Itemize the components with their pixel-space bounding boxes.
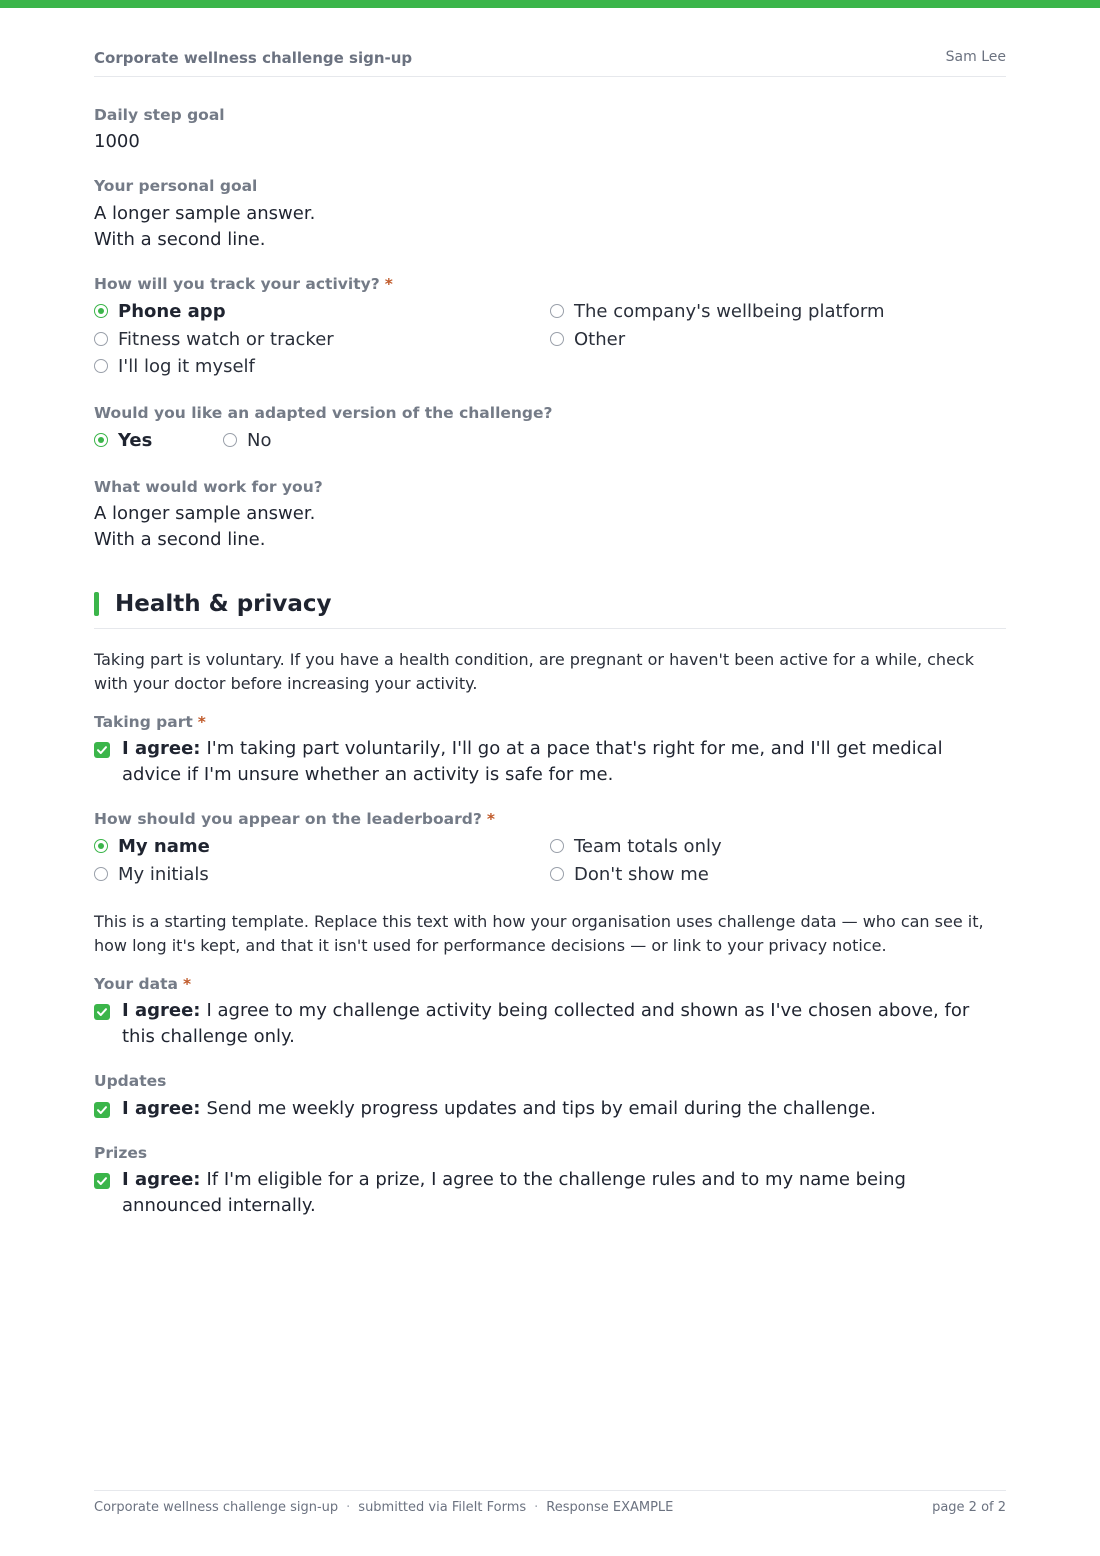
option-label: Other	[574, 328, 626, 350]
footer-info	[94, 1500, 673, 1515]
taking-part-agreement[interactable]	[94, 736, 1006, 788]
prizes-agreement[interactable]	[94, 1167, 1006, 1219]
section-heading-health-privacy	[94, 590, 1006, 629]
tracking-option-wellbeing-platform[interactable]	[550, 299, 885, 323]
personal-goal-line-1: A longer sample answer.	[94, 203, 316, 224]
respondent-name: Sam Lee	[945, 49, 1006, 65]
what-works-line-2: With a second line.	[94, 529, 266, 550]
radio-selected-icon	[94, 304, 108, 318]
page-number: page 2 of 2	[932, 1500, 1006, 1515]
checkbox-checked-icon	[94, 1004, 110, 1020]
agree-text: I agree to my challenge activity being collected and shown as I've chosen above, for this challenge only.	[122, 1000, 970, 1047]
personal-goal-label: Your personal goal	[94, 177, 258, 195]
updates-label: Updates	[94, 1072, 167, 1090]
radio-icon	[223, 433, 237, 447]
prizes-label: Prizes	[94, 1144, 148, 1162]
radio-selected-icon	[94, 433, 108, 447]
what-works-line-1: A longer sample answer.	[94, 503, 316, 524]
your-data-label-text: Your data	[94, 975, 178, 993]
tracking-option-other[interactable]	[550, 327, 625, 351]
agree-label: I agree:	[122, 1000, 201, 1021]
leaderboard-option-dont-show[interactable]	[550, 862, 709, 886]
radio-icon	[550, 839, 564, 853]
leaderboard-option-initials[interactable]	[94, 862, 209, 886]
agree-label: I agree:	[122, 738, 201, 759]
footer-submitted: submitted via FileIt Forms	[358, 1500, 527, 1515]
page-footer	[94, 1490, 1006, 1521]
adapted-option-no[interactable]	[223, 428, 271, 452]
radio-selected-icon	[94, 839, 108, 853]
tracking-label	[94, 275, 393, 293]
agree-label: I agree:	[122, 1169, 201, 1190]
option-label: Don't show me	[574, 863, 709, 885]
footer-response: Response EXAMPLE	[546, 1500, 674, 1515]
required-marker: *	[197, 713, 206, 731]
leaderboard-option-my-name[interactable]	[94, 834, 210, 858]
tracking-option-phone-app[interactable]	[94, 299, 226, 323]
agree-text: If I'm eligible for a prize, I agree to the challenge rules and to my name being announced internally.	[122, 1169, 906, 1216]
leaderboard-label	[94, 810, 495, 828]
checkbox-checked-icon	[94, 1102, 110, 1118]
leaderboard-label-text: How should you appear on the leaderboard?	[94, 810, 482, 828]
health-intro-text: Taking part is voluntary. If you have a health condition, are pregnant or haven't been active for a while, check with your doctor before increasing your activity.	[94, 650, 974, 693]
radio-icon	[94, 867, 108, 881]
step-goal-value: 1000	[94, 131, 140, 152]
option-label: Team totals only	[574, 835, 722, 857]
radio-icon	[550, 332, 564, 346]
required-marker: *	[182, 975, 192, 993]
radio-icon	[94, 359, 108, 373]
section-accent-bar	[94, 592, 99, 616]
tracking-option-fitness-watch[interactable]	[94, 327, 334, 351]
checkbox-checked-icon	[94, 1173, 110, 1189]
page-header	[94, 49, 1006, 77]
your-data-label	[94, 975, 191, 993]
step-goal-label: Daily step goal	[94, 106, 225, 124]
required-marker: *	[384, 275, 393, 293]
radio-icon	[94, 332, 108, 346]
footer-separator: ·	[534, 1500, 539, 1515]
option-label: Fitness watch or tracker	[118, 328, 334, 350]
your-data-agreement[interactable]	[94, 998, 1006, 1050]
footer-separator: ·	[346, 1500, 351, 1515]
option-label: My initials	[118, 863, 209, 885]
agree-label: I agree:	[122, 1098, 201, 1119]
tracking-label-text: How will you track your activity?	[94, 275, 380, 293]
form-title: Corporate wellness challenge sign-up	[94, 49, 413, 67]
agreement-text	[122, 1167, 1006, 1219]
option-label: Phone app	[118, 300, 226, 322]
updates-agreement[interactable]	[94, 1096, 1006, 1122]
privacy-template-text: This is a starting template. Replace this text with how your organisation uses challenge data — who can see it, how long it's kept, and that it isn't used for performance decisions — or link to your privacy notice.	[94, 912, 984, 955]
personal-goal-line-2: With a second line.	[94, 229, 266, 250]
what-works-label: What would work for you?	[94, 478, 323, 496]
adapted-option-yes[interactable]	[94, 428, 152, 452]
option-label: No	[247, 429, 272, 451]
agree-text: Send me weekly progress updates and tips by email during the challenge.	[206, 1098, 876, 1119]
tracking-option-log-myself[interactable]	[94, 354, 255, 378]
taking-part-label-text: Taking part	[94, 713, 193, 731]
agree-text: I'm taking part voluntarily, I'll go at a pace that's right for me, and I'll get medical advice if I'm unsure whether an activity is safe for me.	[122, 738, 943, 785]
checkbox-checked-icon	[94, 742, 110, 758]
option-label: My name	[118, 835, 210, 857]
footer-form-name: Corporate wellness challenge sign-up	[94, 1500, 339, 1515]
agreement-text	[122, 736, 1006, 788]
option-label: I'll log it myself	[118, 355, 255, 377]
agreement-text	[122, 1096, 1006, 1122]
agreement-text	[122, 998, 1006, 1050]
option-label: The company's wellbeing platform	[574, 300, 885, 322]
section-title: Health & privacy	[115, 591, 332, 617]
accent-top-bar	[0, 0, 1100, 8]
leaderboard-option-team-totals[interactable]	[550, 834, 722, 858]
adapted-label: Would you like an adapted version of the challenge?	[94, 404, 553, 422]
taking-part-label	[94, 713, 206, 731]
radio-icon	[550, 304, 564, 318]
option-label: Yes	[118, 429, 153, 451]
required-marker: *	[486, 810, 495, 828]
radio-icon	[550, 867, 564, 881]
